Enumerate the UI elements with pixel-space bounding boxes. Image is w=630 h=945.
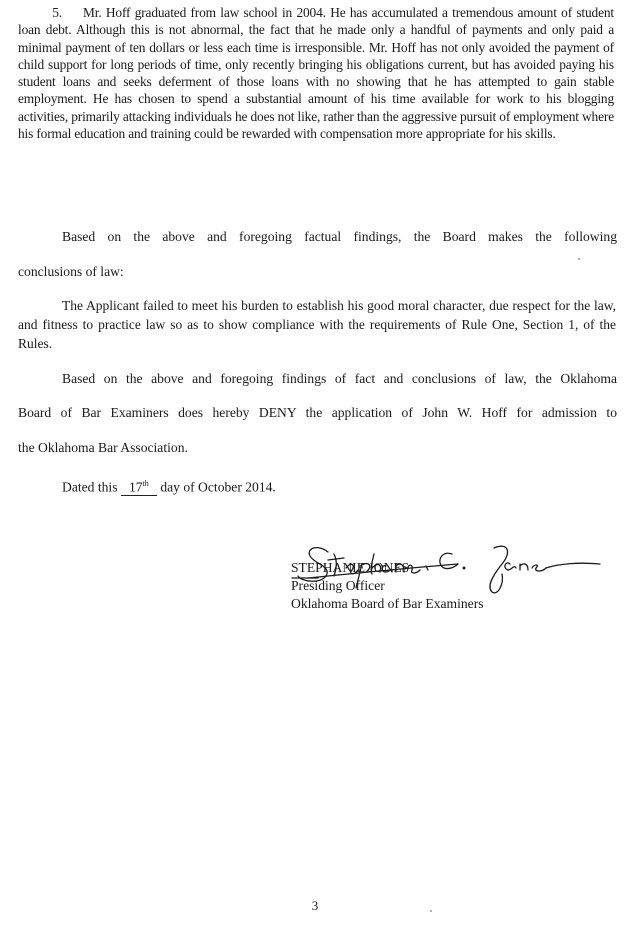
dated-day <box>121 477 157 496</box>
paragraph-number: 5. <box>52 5 62 20</box>
dated-suffix: day of October 2014. <box>160 479 276 495</box>
signer-name: STEPHANIE JONES <box>291 560 410 575</box>
conclusion-text: The Applicant failed to meet his burden to establish his good moral character, due respect for the law, and fitness to practice law so as to show compliance with the requirements of Rule One, Section 1, of the Rules. <box>18 298 616 351</box>
signature-block <box>291 559 484 613</box>
decision-line-1: Based on the above and foregoing findings of fact and conclusions of law, the Oklahoma <box>62 371 617 386</box>
decision-line-2: Board of Bar Examiners does hereby DENY the application of John W. Hoff for admission to <box>18 405 617 420</box>
scan-speck <box>578 258 580 260</box>
dated-day-suffix: th <box>142 479 149 488</box>
signer-organization: Oklahoma Board of Bar Examiners <box>291 596 484 611</box>
paragraph-5 <box>18 4 614 142</box>
dated-prefix: Dated this <box>62 479 118 495</box>
conclusion-paragraph <box>18 296 616 353</box>
conclusions-intro-line-2: conclusions of law: <box>18 264 124 279</box>
conclusions-intro-line-1: Based on the above and foregoing factual findings, the Board makes the following <box>62 229 617 244</box>
page-number: 3 <box>311 898 319 913</box>
dated-line <box>62 477 276 496</box>
decision-line-3: the Oklahoma Bar Association. <box>18 440 188 455</box>
dated-day-number: 17 <box>128 479 143 495</box>
signer-title: Presiding Officer <box>291 578 385 593</box>
paragraph-5-text: Mr. Hoff graduated from law school in 2004. He has accumulated a tremendous amount of student loan debt. Although this is not abnormal, the fact that he made only a handful of payments and only paid a minimal payment of ten dollars or less each time is irresponsible. Mr. Hoff has not only avoided the payment of child support for long periods of time, only recently bringing his obligations current, but has avoided paying his student loans and seeks deferment of those loans with no showing that he has attempted to gain stable employment. He has chosen to spend a substantial amount of his time available for work to his blogging activities, primarily attacking individuals he does not like, rather than the aggressive pursuit of employment where his formal education and training could be rewarded with compensation more appropriate for his skills. <box>18 5 614 142</box>
